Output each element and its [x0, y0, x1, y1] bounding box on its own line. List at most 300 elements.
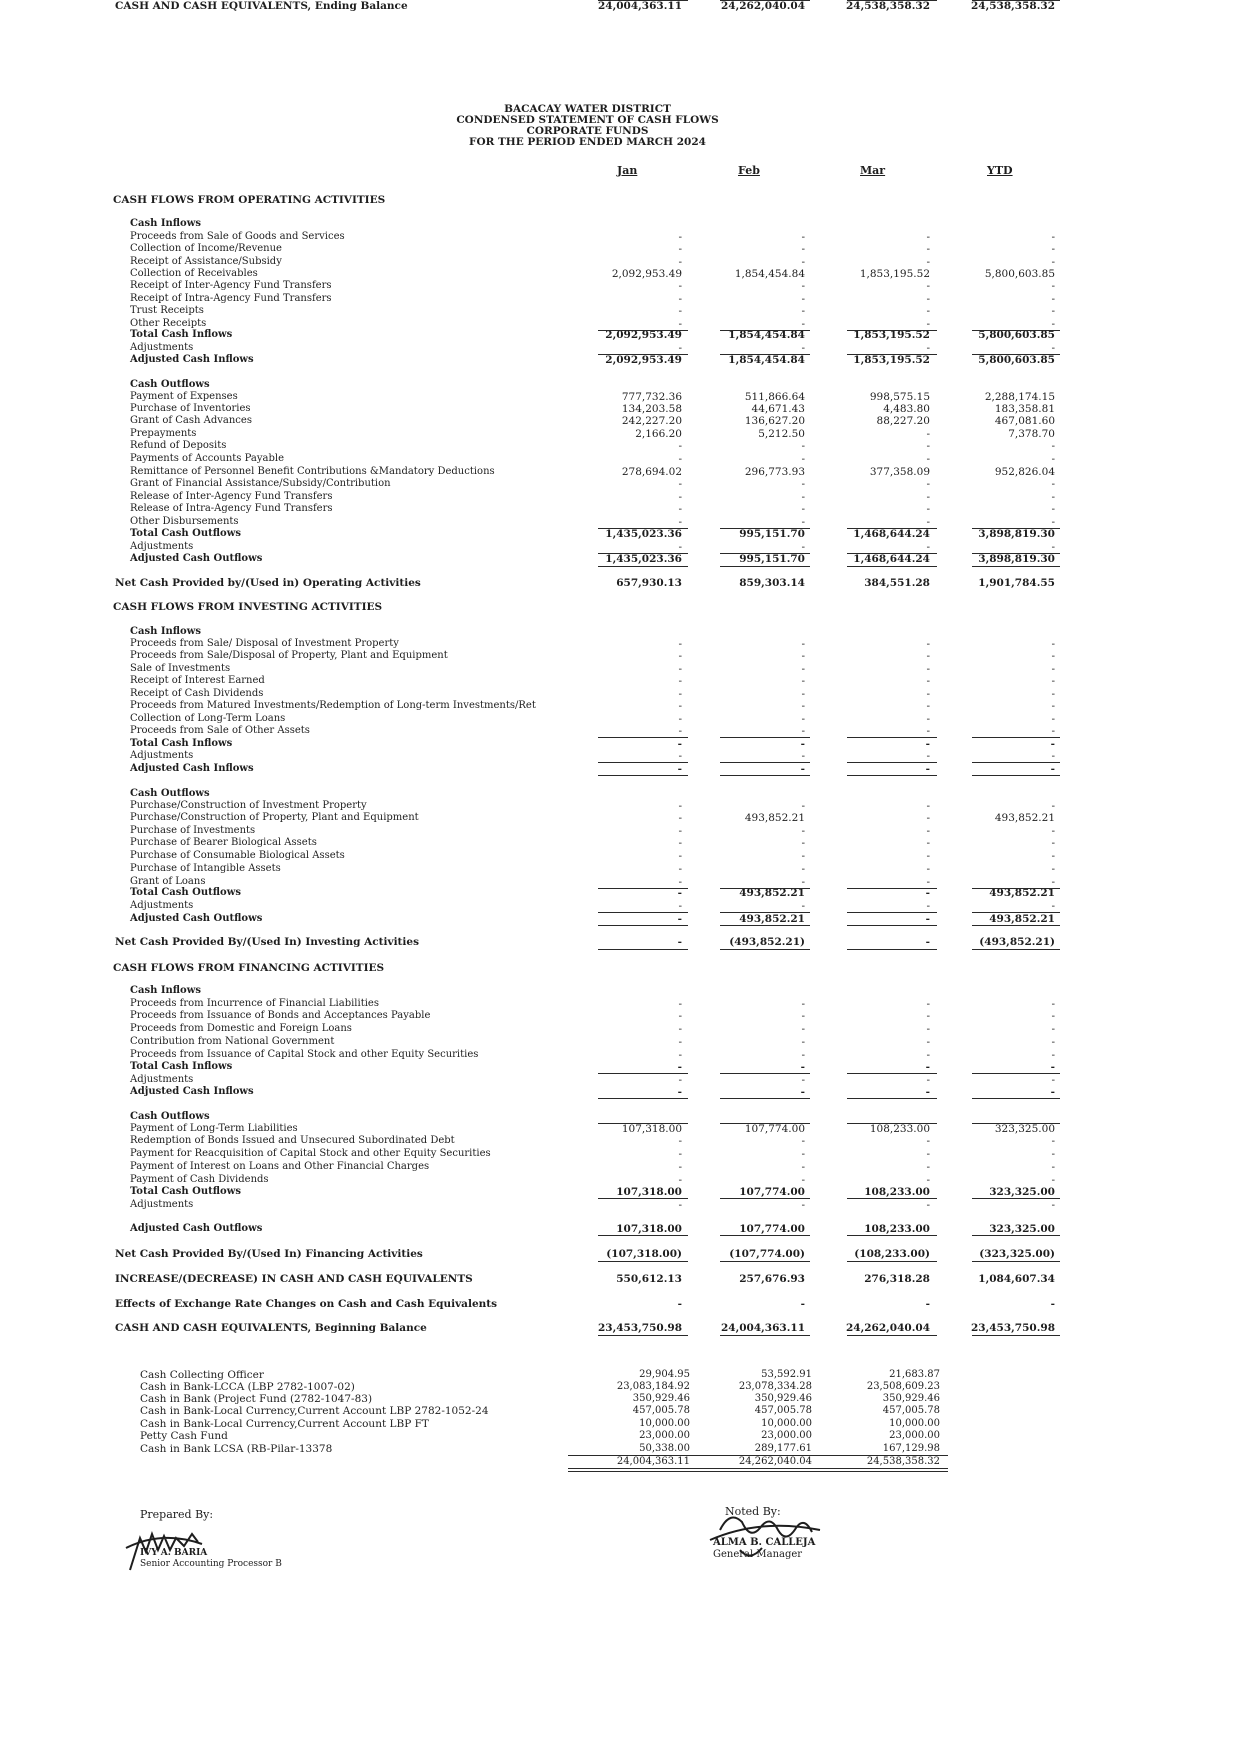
row-value-ytd: -: [1051, 663, 1055, 675]
table-row: [0, 1298, 1240, 1310]
row-label: Remittance of Personnel Benefit Contributions &Mandatory Deductions: [130, 466, 495, 477]
row-value-feb: -: [801, 491, 805, 503]
table-row: [0, 440, 1240, 452]
row-value-feb: 493,852.21: [739, 887, 805, 899]
row-value-ytd: -: [1050, 1086, 1055, 1098]
table-row: [0, 503, 1240, 515]
row-value-mar: (108,233.00): [854, 1248, 930, 1260]
table-row: [0, 837, 1240, 849]
table-row: [0, 305, 1240, 317]
row-value-jan: 2,092,953.49: [611, 268, 682, 280]
row-label: CASH AND CASH EQUIVALENTS, Ending Balance: [115, 0, 408, 12]
row-label: Purchase of Intangible Assets: [130, 863, 281, 874]
row-value-feb: -: [801, 800, 805, 812]
rule-line: [972, 762, 1060, 763]
row-label: Cash Outflows: [130, 379, 210, 390]
row-label: Proceeds from Sale of Goods and Services: [130, 231, 345, 242]
row-value-jan: -: [678, 1161, 682, 1173]
row-label: Purchase/Construction of Investment Property: [130, 800, 367, 811]
row-value-mar: -: [926, 1148, 930, 1160]
cash-account-value: 350,929.46: [882, 1393, 940, 1404]
table-row: [0, 713, 1240, 725]
rule-line: [720, 553, 810, 554]
table-row: [0, 1023, 1240, 1035]
row-value-feb: -: [801, 503, 805, 515]
cash-account-label: Cash in Bank LCSA (RB-Pilar-13378: [140, 1443, 333, 1455]
row-value-jan: -: [678, 453, 682, 465]
rule-line: [847, 0, 937, 1]
rule-line: [972, 354, 1060, 355]
rule-line: [972, 775, 1060, 776]
cash-account-value: 10,000.00: [639, 1418, 690, 1429]
rule-line: [598, 566, 688, 567]
row-value-ytd: -: [1051, 688, 1055, 700]
table-row: [0, 850, 1240, 862]
row-value-mar: -: [925, 1298, 930, 1310]
table-row: [0, 491, 1240, 503]
row-value-jan: -: [678, 440, 682, 452]
row-value-mar: -: [926, 837, 930, 849]
row-value-ytd: 2,288,174.15: [984, 391, 1055, 403]
row-label: Prepayments: [130, 428, 197, 439]
row-value-mar: -: [926, 1049, 930, 1061]
row-value-jan: 107,318.00: [616, 1186, 682, 1198]
row-value-feb: -: [800, 1061, 805, 1073]
row-value-feb: -: [801, 900, 805, 912]
row-value-feb: -: [801, 837, 805, 849]
row-value-jan: -: [678, 688, 682, 700]
table-row: [0, 936, 1240, 948]
cash-account-value: 10,000.00: [889, 1418, 940, 1429]
cash-account-label: Cash in Bank-LCCA (LBP 2782-1007-02): [140, 1381, 355, 1393]
row-value-mar: -: [926, 1023, 930, 1035]
row-value-feb: 511,866.64: [744, 391, 805, 403]
table-row: [0, 1086, 1240, 1098]
row-value-ytd: -: [1051, 342, 1055, 354]
row-value-mar: -: [926, 516, 930, 528]
rule-line: [972, 1098, 1060, 1099]
row-label: Proceeds from Incurrence of Financial Liabilities: [130, 998, 379, 1009]
rule-line: [598, 354, 688, 355]
table-row: [0, 675, 1240, 687]
rule-line: [598, 553, 688, 554]
row-label: Receipt of Assistance/Subsidy: [130, 256, 282, 267]
row-label: Adjusted Cash Inflows: [130, 354, 254, 365]
row-value-feb: -: [801, 318, 805, 330]
row-value-jan: -: [678, 650, 682, 662]
column-header-feb: Feb: [738, 164, 760, 177]
cash-account-value: 21,683.87: [889, 1369, 940, 1380]
rule-line: [847, 354, 937, 355]
row-value-ytd: 3,898,819.30: [978, 528, 1055, 540]
row-value-feb: 5,212.50: [758, 428, 805, 440]
table-row: [0, 268, 1240, 280]
row-label: Purchase of Investments: [130, 825, 256, 836]
rule-line: [972, 528, 1060, 529]
row-value-feb: -: [801, 1161, 805, 1173]
row-value-mar: -: [926, 700, 930, 712]
row-label: Proceeds from Sale of Other Assets: [130, 725, 310, 736]
row-label: Net Cash Provided By/(Used In) Investing Activities: [115, 936, 419, 948]
row-value-ytd: -: [1051, 900, 1055, 912]
row-label: Purchase of Inventories: [130, 403, 251, 414]
row-value-mar: 1,468,644.24: [853, 528, 930, 540]
rule-line: [972, 330, 1060, 331]
rule-line: [847, 1198, 937, 1199]
row-value-jan: -: [677, 1086, 682, 1098]
row-value-jan: -: [678, 663, 682, 675]
row-label: CASH FLOWS FROM INVESTING ACTIVITIES: [113, 601, 383, 613]
row-label: Proceeds from Domestic and Foreign Loans: [130, 1023, 352, 1034]
prepared-by-title: Senior Accounting Processor B: [140, 1559, 282, 1569]
row-value-ytd: 323,325.00: [994, 1123, 1055, 1135]
row-value-feb: -: [801, 1174, 805, 1186]
rule-line: [720, 1198, 810, 1199]
table-row: [0, 663, 1240, 675]
row-label: Other Disbursements: [130, 516, 239, 527]
table-row: [0, 1223, 1240, 1235]
rule-line: [720, 354, 810, 355]
row-value-jan: -: [678, 812, 682, 824]
row-value-feb: -: [801, 998, 805, 1010]
row-value-ytd: -: [1051, 863, 1055, 875]
row-label: Payment of Cash Dividends: [130, 1174, 269, 1185]
row-value-feb: -: [801, 231, 805, 243]
row-value-feb: -: [800, 1086, 805, 1098]
row-value-jan: -: [678, 1036, 682, 1048]
row-label: Total Cash Outflows: [130, 528, 241, 539]
cash-account-value: 23,000.00: [889, 1430, 940, 1441]
table-row: [0, 577, 1240, 589]
row-value-ytd: -: [1051, 1148, 1055, 1160]
row-label: Cash Inflows: [130, 218, 201, 229]
cash-account-value: 457,005.78: [882, 1405, 940, 1416]
row-value-ytd: -: [1051, 1049, 1055, 1061]
cash-breakdown-row: [0, 1393, 1240, 1405]
rule-line: [972, 1123, 1060, 1124]
cash-breakdown-row: [0, 1405, 1240, 1417]
row-value-mar: -: [926, 1174, 930, 1186]
rule-line: [972, 1261, 1060, 1262]
row-label: Grant of Financial Assistance/Subsidy/Contribution: [130, 478, 391, 489]
row-value-ytd: -: [1050, 738, 1055, 750]
cash-account-value: 23,078,334.28: [738, 1381, 812, 1392]
rule-line: [720, 737, 810, 738]
row-value-mar: -: [926, 825, 930, 837]
row-label: Payment of Long-Term Liabilities: [130, 1123, 298, 1134]
row-label: Collection of Receivables: [130, 268, 258, 279]
row-label: Adjustments: [130, 900, 194, 911]
table-row: [0, 1148, 1240, 1160]
table-row: [0, 1273, 1240, 1285]
table-row: [0, 1061, 1240, 1073]
rule-line: [598, 925, 688, 926]
rule-line: [847, 925, 937, 926]
row-value-mar: -: [926, 675, 930, 687]
header-line: CONDENSED STATEMENT OF CASH FLOWS: [456, 114, 719, 126]
row-value-ytd: -: [1051, 713, 1055, 725]
row-label: Adjusted Cash Outflows: [130, 1223, 263, 1234]
rule-line: [847, 1235, 937, 1236]
row-value-mar: -: [926, 541, 930, 553]
table-row: [0, 1074, 1240, 1086]
row-label: Sale of Investments: [130, 663, 231, 674]
row-value-mar: -: [926, 750, 930, 762]
row-label: Adjustments: [130, 342, 194, 353]
row-value-mar: -: [926, 1074, 930, 1086]
row-value-ytd: -: [1051, 305, 1055, 317]
rule-line: [598, 1098, 688, 1099]
row-label: Total Cash Outflows: [130, 887, 241, 898]
row-value-jan: -: [678, 863, 682, 875]
row-label: Purchase of Consumable Biological Assets: [130, 850, 345, 861]
rule-line: [972, 737, 1060, 738]
row-value-ytd: -: [1051, 1174, 1055, 1186]
cash-breakdown-row: [0, 1443, 1240, 1455]
row-value-mar: -: [926, 800, 930, 812]
row-label: CASH FLOWS FROM FINANCING ACTIVITIES: [113, 962, 385, 974]
row-value-jan: -: [678, 850, 682, 862]
row-label: Adjustments: [130, 1074, 194, 1085]
row-label: Net Cash Provided by/(Used in) Operating Activities: [115, 577, 421, 589]
row-value-ytd: 3,898,819.30: [978, 553, 1055, 565]
cash-breakdown-row: [0, 1369, 1240, 1381]
row-label: Grant of Loans: [130, 876, 206, 887]
rule-line: [972, 888, 1060, 889]
row-value-feb: -: [801, 541, 805, 553]
row-value-mar: -: [926, 1199, 930, 1211]
rule-line: [847, 330, 937, 331]
row-value-ytd: -: [1051, 1135, 1055, 1147]
rule-line: [720, 330, 810, 331]
cash-account-label: Cash in Bank-Local Currency,Current Account LBP 2782-1052-24: [140, 1405, 489, 1417]
cash-account-value: 24,538,358.32: [866, 1456, 940, 1467]
row-value-feb: -: [801, 650, 805, 662]
row-value-feb: (493,852.21): [729, 936, 805, 948]
row-value-feb: -: [801, 1049, 805, 1061]
row-value-mar: -: [925, 913, 930, 925]
row-value-jan: 23,453,750.98: [597, 1322, 682, 1334]
row-value-jan: -: [678, 1010, 682, 1022]
rule-line: [972, 925, 1060, 926]
row-label: Receipt of Intra-Agency Fund Transfers: [130, 293, 332, 304]
prepared-by-label: Prepared By:: [140, 1508, 214, 1521]
row-value-ytd: 1,084,607.34: [978, 1273, 1055, 1285]
table-row: [0, 1174, 1240, 1186]
row-value-feb: 995,151.70: [739, 528, 805, 540]
table-row: [0, 738, 1240, 750]
rule-line: [598, 775, 688, 776]
row-label: Proceeds from Issuance of Bonds and Acceptances Payable: [130, 1010, 431, 1021]
cash-account-value: 350,929.46: [754, 1393, 812, 1404]
row-value-mar: -: [925, 1086, 930, 1098]
row-value-ytd: -: [1051, 516, 1055, 528]
row-value-feb: -: [801, 280, 805, 292]
report-header: [0, 104, 1175, 148]
row-label: Redemption of Bonds Issued and Unsecured Subordinated Debt: [130, 1135, 455, 1146]
row-value-feb: -: [801, 663, 805, 675]
row-value-mar: -: [926, 293, 930, 305]
row-value-ytd: 467,081.60: [994, 415, 1055, 427]
table-row: [0, 788, 1240, 800]
table-row: [0, 553, 1240, 565]
row-value-mar: -: [926, 900, 930, 912]
row-label: Proceeds from Sale/ Disposal of Investment Property: [130, 638, 399, 649]
row-value-mar: -: [926, 453, 930, 465]
row-value-jan: -: [678, 243, 682, 255]
rule-line: [720, 1123, 810, 1124]
row-value-mar: -: [926, 256, 930, 268]
cash-account-value: 23,000.00: [761, 1430, 812, 1441]
rule-line: [720, 1261, 810, 1262]
row-value-jan: -: [678, 675, 682, 687]
cash-account-value: 29,904.95: [639, 1369, 690, 1380]
row-label: Adjustments: [130, 750, 194, 761]
table-row: [0, 601, 1240, 613]
rule-line: [972, 1235, 1060, 1236]
row-value-mar: 88,227.20: [876, 415, 930, 427]
header-line: BACACAY WATER DISTRICT: [504, 103, 671, 115]
row-value-ytd: -: [1051, 1010, 1055, 1022]
table-row: [0, 354, 1240, 366]
rule-line: [972, 1198, 1060, 1199]
row-value-ytd: -: [1051, 503, 1055, 515]
rule-line: [598, 762, 688, 763]
row-value-ytd: -: [1051, 650, 1055, 662]
row-value-jan: 550,612.13: [616, 1273, 682, 1285]
row-value-jan: 657,930.13: [616, 577, 682, 589]
row-value-feb: -: [801, 850, 805, 862]
row-value-ytd: -: [1051, 256, 1055, 268]
table-row: [0, 428, 1240, 440]
row-value-jan: -: [678, 516, 682, 528]
prepared-by-name: IVY A. BARIA: [140, 1548, 208, 1558]
rule-line: [720, 762, 810, 763]
row-value-mar: -: [926, 1036, 930, 1048]
table-row: [0, 763, 1240, 775]
row-value-mar: 24,538,358.32: [845, 0, 930, 12]
rule-line: [720, 1098, 810, 1099]
row-value-ytd: -: [1051, 837, 1055, 849]
row-value-jan: -: [678, 1135, 682, 1147]
table-row: [0, 1322, 1240, 1334]
row-value-jan: -: [677, 936, 682, 948]
rule-line: [847, 566, 937, 567]
cash-breakdown-row: [0, 1456, 1240, 1468]
rule-line: [598, 912, 688, 913]
table-row: [0, 516, 1240, 528]
rule-line: [972, 1073, 1060, 1074]
table-row: [0, 1111, 1240, 1123]
row-value-mar: -: [926, 491, 930, 503]
row-value-jan: 2,092,953.49: [605, 329, 682, 341]
rule-line: [598, 1123, 688, 1124]
row-value-mar: -: [926, 650, 930, 662]
row-value-jan: -: [677, 1061, 682, 1073]
table-row: [0, 541, 1240, 553]
row-value-mar: 108,233.00: [864, 1186, 930, 1198]
row-value-feb: -: [801, 750, 805, 762]
row-label: Payment for Reacquisition of Capital Stock and other Equity Securities: [130, 1148, 491, 1159]
row-value-ytd: 7,378.70: [1008, 428, 1055, 440]
row-value-feb: -: [801, 1148, 805, 1160]
table-row: [0, 478, 1240, 490]
cash-breakdown-row: [0, 1381, 1240, 1393]
row-label: Refund of Deposits: [130, 440, 227, 451]
row-value-ytd: 323,325.00: [989, 1186, 1055, 1198]
row-label: Purchase of Bearer Biological Assets: [130, 837, 317, 848]
rule-line: [720, 949, 810, 950]
row-value-feb: -: [800, 763, 805, 775]
row-value-feb: -: [801, 1074, 805, 1086]
row-label: Total Cash Inflows: [130, 1061, 233, 1072]
row-label: Release of Intra-Agency Fund Transfers: [130, 503, 333, 514]
row-value-feb: 1,854,454.84: [728, 329, 805, 341]
row-value-jan: -: [678, 256, 682, 268]
rule-line: [598, 528, 688, 529]
row-value-mar: -: [926, 688, 930, 700]
rule-line: [847, 1335, 937, 1336]
row-value-ytd: -: [1051, 491, 1055, 503]
row-label: Payment of Expenses: [130, 391, 238, 402]
row-value-ytd: -: [1051, 440, 1055, 452]
row-value-ytd: -: [1051, 638, 1055, 650]
noted-by-name: ALMA B. CALLEJA: [713, 1537, 816, 1548]
row-value-ytd: -: [1051, 231, 1055, 243]
row-value-feb: -: [801, 1036, 805, 1048]
rule-line: [598, 1198, 688, 1199]
column-header-jan: Jan: [617, 164, 638, 177]
cash-account-value: 24,004,363.11: [616, 1456, 690, 1467]
row-label: INCREASE/(DECREASE) IN CASH AND CASH EQUIVALENTS: [115, 1273, 473, 1285]
row-value-ytd: -: [1051, 876, 1055, 888]
table-row: [0, 1199, 1240, 1211]
row-label: CASH AND CASH EQUIVALENTS, Beginning Balance: [115, 1322, 427, 1334]
row-value-feb: -: [801, 440, 805, 452]
row-value-ytd: 1,901,784.55: [978, 577, 1055, 589]
row-value-feb: 296,773.93: [744, 466, 805, 478]
row-label: Adjusted Cash Inflows: [130, 1086, 254, 1097]
cash-breakdown-row: [0, 1418, 1240, 1430]
row-label: Other Receipts: [130, 318, 207, 329]
row-label: Proceeds from Matured Investments/Redemption of Long-term Investments/Ret: [130, 700, 536, 711]
rule-line: [847, 1073, 937, 1074]
row-label: Cash Outflows: [130, 1111, 210, 1122]
row-value-jan: 1,435,023.36: [605, 553, 682, 565]
row-value-mar: -: [926, 1161, 930, 1173]
rule-line: [568, 1468, 948, 1469]
row-value-mar: -: [926, 725, 930, 737]
row-value-ytd: 24,538,358.32: [970, 0, 1055, 12]
row-value-ytd: (493,852.21): [979, 936, 1055, 948]
row-value-feb: -: [801, 638, 805, 650]
rule-line: [847, 949, 937, 950]
row-value-feb: 44,671.43: [751, 403, 805, 415]
row-label: Trust Receipts: [130, 305, 204, 316]
rule-line: [568, 1471, 948, 1472]
row-label: Adjusted Cash Outflows: [130, 553, 263, 564]
row-value-ytd: -: [1050, 1061, 1055, 1073]
row-label: Cash Inflows: [130, 626, 201, 637]
column-header-ytd: YTD: [987, 164, 1013, 177]
row-value-jan: 777,732.36: [621, 391, 682, 403]
rule-line: [720, 1235, 810, 1236]
table-row: [0, 1135, 1240, 1147]
row-value-jan: -: [678, 231, 682, 243]
table-row: [0, 700, 1240, 712]
row-value-mar: -: [926, 663, 930, 675]
row-value-feb: -: [801, 876, 805, 888]
